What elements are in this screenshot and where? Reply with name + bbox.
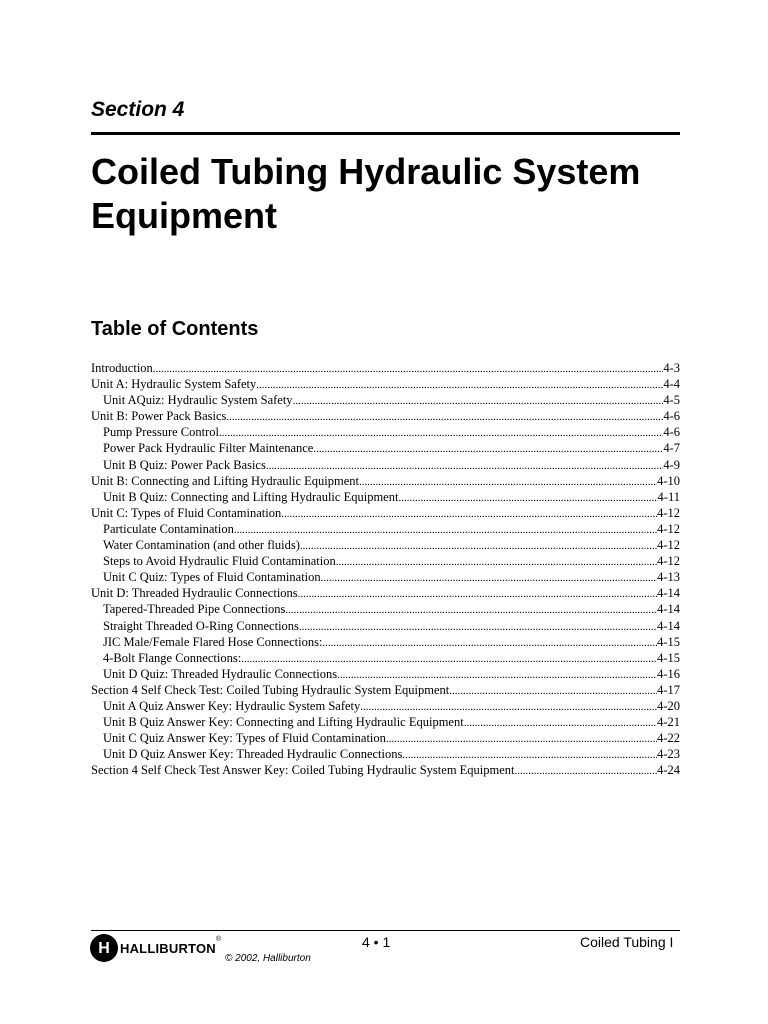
toc-entry-title: Unit C Quiz Answer Key: Types of Fluid Contamination	[103, 731, 386, 746]
toc-entry-page: 4-6	[663, 425, 680, 440]
toc-entry-page: 4-14	[657, 618, 680, 633]
toc-entry	[91, 569, 680, 585]
toc-entry-title: Unit B: Power Pack Basics	[91, 409, 227, 424]
section-label: Section 4	[91, 98, 185, 121]
toc-entry-title: Unit C: Types of Fluid Contamination	[91, 505, 282, 520]
toc-entry	[91, 457, 680, 473]
toc-entry-page: 4-14	[657, 586, 680, 601]
toc-entry	[91, 601, 680, 617]
toc-entry	[91, 440, 680, 456]
toc-entry	[91, 585, 680, 601]
toc-entry-page: 4-12	[657, 505, 680, 520]
toc-leader-dots	[234, 522, 657, 537]
toc-entry	[91, 360, 680, 376]
logo-text: HALLIBURTON	[120, 940, 216, 956]
toc-entry	[91, 762, 680, 778]
toc-entry-title: Unit B: Connecting and Lifting Hydraulic Equipment	[91, 473, 360, 488]
toc-entry-title: Section 4 Self Check Test: Coiled Tubing Hydraulic System Equipment	[91, 682, 450, 697]
toc-leader-dots	[300, 538, 657, 553]
toc-entry-title: Unit B Quiz Answer Key: Connecting and Lifting Hydraulic Equipment	[103, 715, 464, 730]
footer-rule	[91, 930, 680, 931]
toc-entry-title: Introduction	[91, 361, 153, 375]
toc-entry-page: 4-3	[663, 361, 680, 375]
toc-entry-title: Unit C Quiz: Types of Fluid Contamination	[103, 570, 321, 585]
page-title: Coiled Tubing Hydraulic System Equipment	[91, 151, 641, 236]
header-rule	[91, 132, 680, 135]
toc-leader-dots	[322, 635, 657, 650]
toc-entry-title: Section 4 Self Check Test Answer Key: Coiled Tubing Hydraulic System Equipment	[91, 763, 515, 778]
toc-entry-page: 4-12	[657, 521, 680, 536]
toc-entry-page: 4-14	[657, 602, 680, 617]
toc-entry-page: 4-12	[657, 538, 680, 553]
toc-entry-page: 4-13	[657, 570, 680, 585]
toc-entry	[91, 376, 680, 392]
toc-entry-title: Unit AQuiz: Hydraulic System Safety	[103, 393, 293, 408]
toc-leader-dots	[298, 586, 657, 601]
toc-entry-page: 4-4	[663, 377, 680, 392]
toc-entry-page: 4-10	[657, 473, 680, 488]
toc-entry-page: 4-16	[657, 666, 680, 681]
toc-list	[91, 360, 680, 778]
toc-entry-page: 4-6	[663, 409, 680, 424]
toc-entry	[91, 473, 680, 489]
toc-leader-dots	[359, 474, 657, 489]
toc-leader-dots	[266, 458, 663, 473]
toc-entry-title: Tapered-Threaded Pipe Connections	[103, 602, 286, 617]
toc-entry-title: Unit A: Hydraulic System Safety	[91, 377, 257, 392]
toc-entry-title: Pump Pressure Control	[103, 425, 219, 440]
toc-entry-title: Unit B Quiz: Power Pack Basics	[103, 457, 266, 472]
toc-entry-page: 4-5	[663, 393, 680, 408]
toc-entry	[91, 746, 680, 762]
toc-entry-title: Straight Threaded O-Ring Connections	[103, 618, 299, 633]
toc-entry-title: Unit A Quiz Answer Key: Hydraulic System Safety	[103, 698, 361, 713]
toc-entry	[91, 537, 680, 553]
toc-entry-title: Water Contamination (and other fluids)	[103, 538, 300, 553]
toc-entry-page: 4-12	[657, 554, 680, 569]
toc-leader-dots	[226, 409, 663, 424]
toc-entry	[91, 634, 680, 650]
copyright: © 2002, Halliburton	[225, 953, 311, 964]
toc-entry	[91, 666, 680, 682]
toc-entry-page: 4-15	[657, 650, 680, 665]
toc-leader-dots	[449, 683, 657, 698]
toc-entry-title: Particulate Contamination	[103, 521, 234, 536]
toc-entry-title: 4-Bolt Flange Connections:	[103, 650, 242, 665]
toc-entry	[91, 730, 680, 746]
logo-registered-mark: ®	[215, 936, 222, 943]
toc-leader-dots	[299, 619, 657, 634]
toc-leader-dots	[219, 425, 663, 440]
toc-leader-dots	[515, 763, 658, 778]
toc-entry-title: Power Pack Hydraulic Filter Maintenance	[103, 441, 314, 456]
toc-entry-page: 4-9	[663, 457, 680, 472]
toc-leader-dots	[402, 747, 657, 762]
toc-leader-dots	[313, 441, 663, 456]
toc-leader-dots	[321, 570, 657, 585]
toc-leader-dots	[285, 602, 657, 617]
toc-entry-title: Unit D Quiz Answer Key: Threaded Hydraulic Connections	[103, 747, 403, 762]
toc-entry-title: Steps to Avoid Hydraulic Fluid Contamination	[103, 554, 336, 569]
toc-leader-dots	[464, 715, 657, 730]
toc-entry-page: 4-24	[657, 763, 680, 778]
toc-entry-title: Unit D: Threaded Hydraulic Connections	[91, 586, 298, 601]
toc-entry-title: Unit B Quiz: Connecting and Lifting Hydraulic Equipment	[103, 489, 399, 504]
toc-leader-dots	[337, 667, 657, 682]
toc-entry-page: 4-7	[663, 441, 680, 456]
toc-entry-page: 4-20	[657, 698, 680, 713]
toc-entry	[91, 682, 680, 698]
toc-entry	[91, 650, 680, 666]
toc-entry-page: 4-11	[657, 489, 680, 504]
toc-leader-dots	[398, 490, 657, 505]
toc-leader-dots	[153, 361, 664, 376]
toc-leader-dots	[281, 506, 657, 521]
toc-entry	[91, 489, 680, 505]
toc-leader-dots	[360, 699, 657, 714]
halliburton-logo-icon	[90, 934, 118, 962]
toc-entry	[91, 714, 680, 730]
toc-entry	[91, 505, 680, 521]
logo-h-mark	[94, 938, 114, 958]
logo-letter: H	[98, 940, 110, 957]
toc-leader-dots	[336, 554, 657, 569]
toc-entry	[91, 392, 680, 408]
halliburton-logo	[90, 934, 221, 962]
toc-entry-page: 4-22	[657, 731, 680, 746]
toc-leader-dots	[256, 377, 663, 392]
toc-entry-title: Unit D Quiz: Threaded Hydraulic Connections	[103, 666, 338, 681]
toc-entry-page: 4-15	[657, 634, 680, 649]
toc-entry-page: 4-23	[657, 747, 680, 762]
toc-entry-page: 4-17	[657, 682, 680, 697]
toc-entry-title: JIC Male/Female Flared Hose Connections:	[103, 634, 323, 649]
toc-entry-page: 4-21	[657, 715, 680, 730]
book-title: Coiled Tubing I	[580, 934, 674, 950]
toc-entry	[91, 618, 680, 634]
toc-entry	[91, 424, 680, 440]
toc-leader-dots	[241, 651, 657, 666]
toc-entry	[91, 408, 680, 424]
toc-leader-dots	[386, 731, 657, 746]
toc-entry	[91, 521, 680, 537]
toc-heading: Table of Contents	[91, 318, 259, 340]
toc-entry	[91, 698, 680, 714]
page-number: 4 • 1	[362, 934, 391, 950]
toc-entry	[91, 553, 680, 569]
toc-leader-dots	[293, 393, 664, 408]
